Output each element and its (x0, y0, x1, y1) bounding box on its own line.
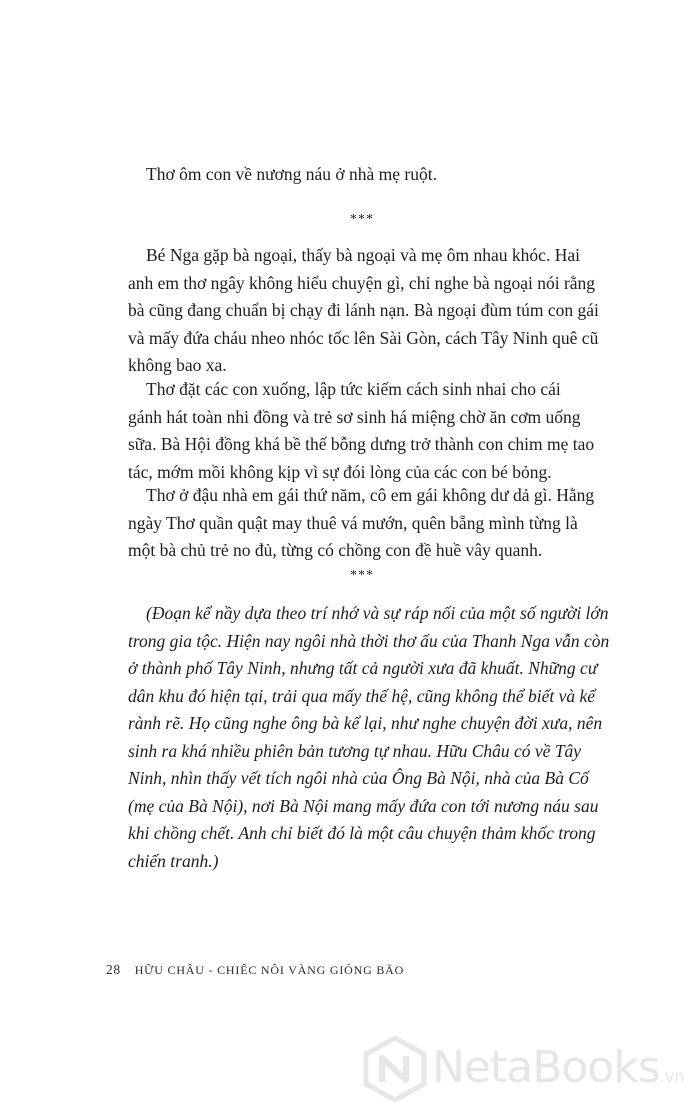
text-line: sữa. Bà Hội đồng khá bề thế bỗng dưng trở thành con chim mẹ tao (128, 434, 595, 454)
text-line: Thơ ôm con về nương náu ở nhà mẹ ruột. (146, 164, 437, 184)
text-line: bà cũng đang chuẩn bị chạy đi lánh nạn. Bà ngoại đùm túm con gái (128, 300, 599, 320)
watermark (362, 1036, 692, 1106)
text-line: khi chồng chết. Anh chỉ biết đó là một câu chuyện thảm khốc trong (128, 823, 596, 843)
paragraph-1 (146, 161, 578, 189)
netabooks-logo-icon (362, 1036, 428, 1102)
running-head: HỮU CHÂU - CHIẾC NÔI VÀNG GIÓNG BÃO (134, 963, 405, 977)
watermark-tld: .vn (659, 1067, 685, 1086)
text-line: một bà chủ trẻ no đủ, từng có chồng con đề huề vây quanh. (128, 540, 543, 560)
text-line: tác, mớm mồi không kịp vì sự đói lòng của các con bé bỏng. (128, 461, 552, 482)
text-line: (mẹ của Bà Nội), nơi Bà Nội mang mấy đứa con tới nương náu sau (128, 795, 599, 816)
watermark-brand (432, 1042, 684, 1093)
text-line: ngày Thơ quần quật may thuê vá mướn, quên bẵng mình từng là (128, 512, 578, 533)
text-line: chiến tranh.) (128, 850, 219, 871)
paragraph-2 (128, 242, 599, 380)
text-line: Thơ ở đậu nhà em gái thứ năm, cô em gái không dư dả gì. Hằng (146, 485, 595, 505)
text-line: và mấy đứa cháu nheo nhóc tốc lên Sài Gòn, cách Tây Ninh quê cũ (128, 327, 599, 348)
text-line: (Đoạn kể nầy dựa theo trí nhớ và sự ráp nối của một số người lớn (146, 603, 609, 623)
paragraph-3 (128, 376, 595, 486)
text-line: rành rẽ. Họ cũng nghe ông bà kể lại, như nghe chuyện đời xưa, nên (128, 713, 603, 733)
page-number: 28 (106, 962, 121, 977)
section-separator: *** (350, 212, 374, 227)
text-line: sinh ra khá nhiều phiên bản tương tự nhau. Hữu Châu có về Tây (128, 740, 582, 761)
section-separator: *** (350, 568, 374, 583)
watermark-brand-text: NetaBooks (432, 1042, 660, 1093)
paragraph-5-note (128, 600, 610, 875)
text-line: anh em thơ ngây không hiểu chuyện gì, chỉ nghe bà ngoại nói rằng (128, 272, 596, 293)
text-line: trong gia tộc. Hiện nay ngôi nhà thời thơ ấu của Thanh Nga vẫn còn (128, 630, 610, 651)
text-line: Ninh, nhìn thấy vết tích ngôi nhà của Ông Bà Nội, nhà của Bà Cố (128, 768, 589, 788)
page-footer (106, 962, 404, 978)
text-line: dân khu đó hiện tại, trải qua mấy thế hệ, cũng không thể biết và kể (128, 685, 596, 706)
text-line: Thơ đặt các con xuống, lập tức kiếm cách sinh nhai cho cái (146, 379, 561, 399)
text-line: gánh hát toàn nhi đồng và trẻ sơ sinh há miệng chờ ăn cơm uống (128, 406, 581, 427)
text-line: Bé Nga gặp bà ngoại, thấy bà ngoại và mẹ ôm nhau khóc. Hai (146, 245, 580, 265)
text-line: ở thành phố Tây Ninh, nhưng tất cả người xưa đã khuất. Những cư (128, 658, 598, 678)
paragraph-4 (128, 482, 595, 565)
text-line: không bao xa. (128, 355, 227, 375)
